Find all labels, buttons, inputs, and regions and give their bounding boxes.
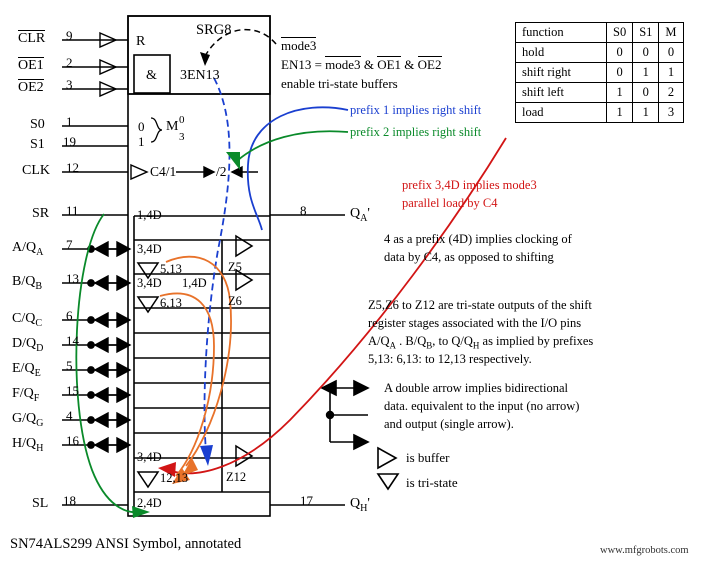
pin-label-oe2 xyxy=(18,80,44,96)
pin-label-s1: S1 xyxy=(30,137,45,152)
stage-label-b-tri: 6,13 xyxy=(160,296,182,310)
pin-num-f: 15 xyxy=(66,383,79,398)
table-cell-m: 3 xyxy=(659,103,683,123)
pin-num-s1: 19 xyxy=(63,134,76,149)
table-cell-s0: 1 xyxy=(607,103,633,123)
pin-num-oe2: 3 xyxy=(66,77,73,92)
pin-num-d: 14 xyxy=(66,333,79,348)
pin-label-d: $D/Q_D$ xyxy=(12,336,44,354)
table-cell-s0: 0 xyxy=(607,43,633,63)
pin-num-g: 4 xyxy=(66,408,73,423)
pin-num-clk: 12 xyxy=(66,160,79,175)
annotation-tristate-line1: Z5,Z6 to Z12 are tri-state outputs of the shift xyxy=(368,298,592,312)
pin-label-s0: S0 xyxy=(30,117,45,132)
table-cell-function: shift right xyxy=(516,63,607,83)
annotation-prefix1: prefix 1 implies right shift xyxy=(350,103,482,117)
table-cell-function: hold xyxy=(516,43,607,63)
credit-text: www.mfgrobots.com xyxy=(600,545,689,556)
stage-label-b-left: 3,4D xyxy=(137,276,162,290)
table-header-row xyxy=(516,23,684,43)
annotation-doublearrow-line1: A double arrow implies bidirectional xyxy=(384,381,568,395)
stage-label-a: 3,4D xyxy=(137,242,162,256)
label-3en13: 3EN13 xyxy=(180,68,220,83)
annotation-mode3 xyxy=(281,38,316,54)
stage-label-h: 3,4D xyxy=(137,450,162,464)
table-cell-s1: 0 xyxy=(633,43,659,63)
pin-label-e: $E/Q_E$ xyxy=(12,361,41,379)
pin-num-qa: 8 xyxy=(300,203,307,218)
table-row xyxy=(516,43,684,63)
annotation-en13-line1: EN13 = mode3 & OE1 & OE2 xyxy=(281,57,442,72)
table-cell-m: 0 xyxy=(659,43,683,63)
pin-label-oe1-text: OE1 xyxy=(18,58,44,73)
table-cell-m: 2 xyxy=(659,83,683,103)
pin-label-qa: $Q_A'$ xyxy=(350,206,370,224)
buffer-label-z12: Z12 xyxy=(226,470,247,484)
pin-label-sl: SL xyxy=(32,496,49,511)
annotation-doublearrow-line2: data. equivalent to the input (no arrow) xyxy=(384,399,580,413)
label-and: & xyxy=(146,68,157,83)
stage-label-sl: 2,4D xyxy=(137,496,162,510)
table-cell-function: load xyxy=(516,103,607,123)
pin-label-sr: SR xyxy=(32,206,50,221)
label-mode-0: 0 xyxy=(138,119,145,134)
annotation-doublearrow-line3: and output (single arrow). xyxy=(384,417,514,431)
annotation-prefix34d-line2: parallel load by C4 xyxy=(402,196,498,210)
table-row xyxy=(516,103,684,123)
pin-num-s0: 1 xyxy=(66,114,73,129)
pin-num-c: 6 xyxy=(66,308,73,323)
stage-label-a-tri: 5,13 xyxy=(160,262,182,276)
pin-label-oe2-text: OE2 xyxy=(18,80,44,95)
pin-label-clr xyxy=(18,31,45,47)
table-header-s1: S1 xyxy=(633,23,659,43)
table-row xyxy=(516,63,684,83)
annotation-prefix2: prefix 2 implies right shift xyxy=(350,125,482,139)
annotation-4prefix-line2: data by C4, as opposed to shifting xyxy=(384,250,554,264)
pin-label-oe1 xyxy=(18,58,44,74)
pin-num-sl: 18 xyxy=(63,493,76,508)
table-header-s0: S0 xyxy=(607,23,633,43)
table-cell-s1: 1 xyxy=(633,63,659,83)
table-cell-function: shift left xyxy=(516,83,607,103)
label-m: M xyxy=(166,119,179,134)
annotation-tristate-line3: $A/Q_A$ . $B/Q_B$, to $Q/Q_H$ as implied by prefixes xyxy=(368,334,594,351)
label-c4-1: C4/1 xyxy=(150,164,177,179)
legend-buffer-label: is buffer xyxy=(406,450,450,465)
label-m-sub-bot: 3 xyxy=(179,131,185,143)
pin-label-a: $A/Q_A$ xyxy=(12,240,44,258)
table-header-m: M xyxy=(659,23,683,43)
pin-num-a: 7 xyxy=(66,237,73,252)
table-cell-s0: 0 xyxy=(607,63,633,83)
annotation-tristate-line2: register stages associated with the I/O pins xyxy=(368,316,582,330)
table-cell-s0: 1 xyxy=(607,83,633,103)
legend-tristate-label: is tri-state xyxy=(406,475,458,490)
figure-caption: SN74ALS299 ANSI Symbol, annotated xyxy=(10,536,242,552)
annotation-mode3-text: mode3 xyxy=(281,38,317,53)
pin-label-c: $C/Q_C$ xyxy=(12,311,43,329)
pin-num-qh: 17 xyxy=(300,493,313,508)
buffer-label-z5: Z5 xyxy=(228,260,242,274)
label-mode-1: 1 xyxy=(138,134,145,149)
pin-num-clr: 9 xyxy=(66,28,73,43)
table-cell-s1: 1 xyxy=(633,103,659,123)
annotation-tristate-line4: 5,13: 6,13: to 12,13 respectively. xyxy=(368,352,532,366)
pin-label-b: $B/Q_B$ xyxy=(12,274,43,292)
pin-label-clk: CLK xyxy=(22,163,50,178)
label-div2: /2 xyxy=(216,164,227,179)
buffer-label-z6: Z6 xyxy=(228,294,242,308)
table-cell-s1: 0 xyxy=(633,83,659,103)
annotation-prefix34d-line1: prefix 3,4D implies mode3 xyxy=(402,178,537,192)
pin-num-e: 5 xyxy=(66,358,73,373)
pin-num-b: 13 xyxy=(66,271,79,286)
label-r: R xyxy=(136,34,146,49)
stage-label-b-right: 1,4D xyxy=(182,276,207,290)
pin-num-sr: 11 xyxy=(66,203,79,218)
pin-label-f: $F/Q_F$ xyxy=(12,386,40,404)
annotation-4prefix-line1: 4 as a prefix (4D) implies clocking of xyxy=(384,232,572,246)
table-header-function: function xyxy=(516,23,607,43)
pin-num-oe1: 2 xyxy=(66,55,73,70)
pin-label-clr-text: CLR xyxy=(18,31,46,46)
pin-label-qh: $Q_H'$ xyxy=(350,496,370,514)
stage-label-sr: 1,4D xyxy=(137,208,162,222)
table-row xyxy=(516,83,684,103)
table-cell-m: 1 xyxy=(659,63,683,83)
pin-num-h: 16 xyxy=(66,433,79,448)
annotation-en13-line2: enable tri-state buffers xyxy=(281,76,398,91)
label-m-sub-top: 0 xyxy=(179,114,185,126)
function-table xyxy=(515,22,684,123)
pin-label-h: $H/Q_H$ xyxy=(12,436,44,454)
stage-label-h-tri: 12,13 xyxy=(160,471,189,485)
symbol-name: SRG8 xyxy=(196,22,232,38)
pin-label-g: $G/Q_G$ xyxy=(12,411,44,429)
